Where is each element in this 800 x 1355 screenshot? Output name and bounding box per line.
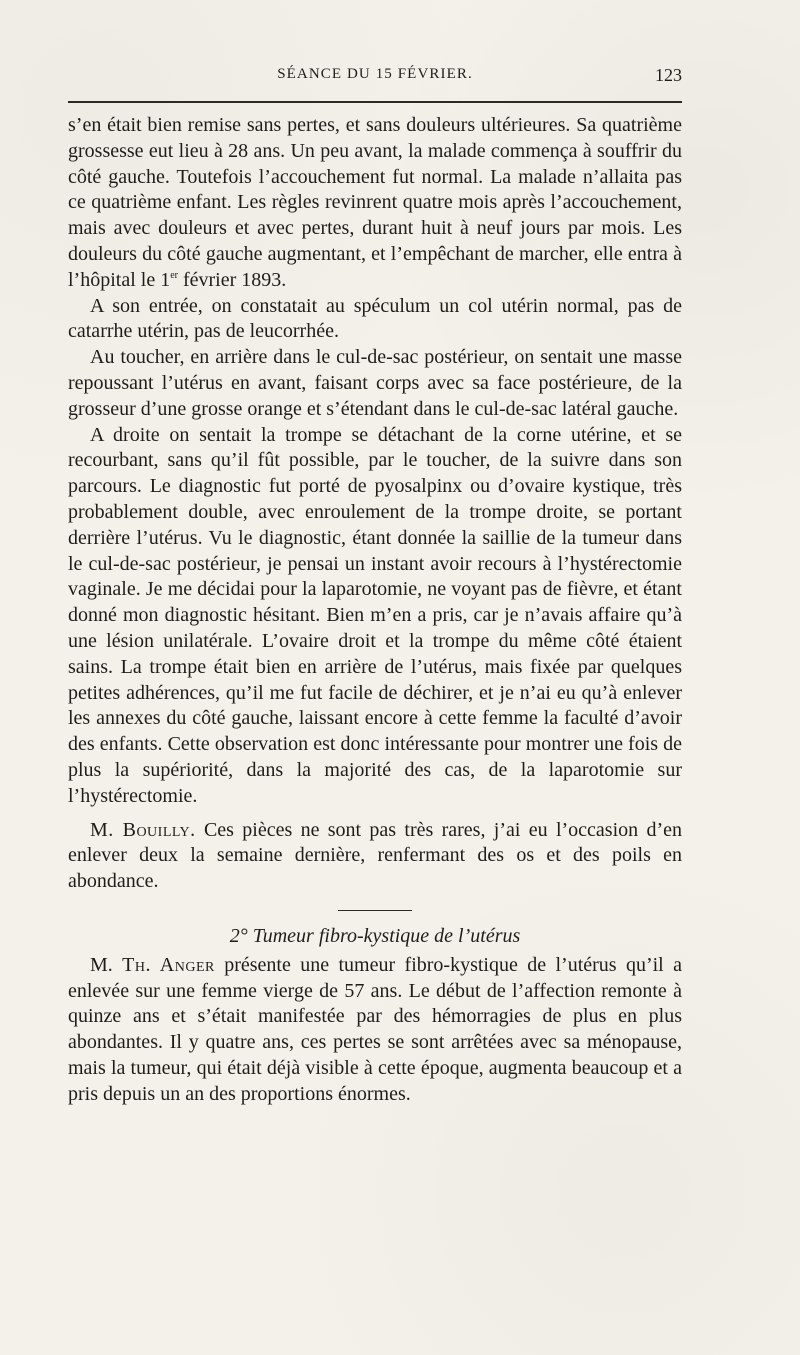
ordinal-superscript: er <box>170 269 178 281</box>
paragraph-1-part-1: s’en était bien remise sans pertes, et sans douleurs ultérieures. Sa quatrième grossesse eut lieu à 28 ans. Un peu avant, la malade commença à souffrir du côté gauche. Toutefois l’accouchement fut normal. La malade n’allaita pas ce quatrième enfant. Les règles revinrent quatre mois après l’accouchement, mais avec douleurs et avec pertes, durant huit à neuf jours par mois. Les douleurs du côté gauche augmentant, et l’empêchant de marcher, elle entra à l’hôpital le 1 <box>68 114 682 291</box>
speaker-prefix: M. <box>90 953 123 976</box>
header-divider <box>68 101 682 103</box>
paragraph-1 <box>68 113 682 294</box>
paragraph-2: A son entrée, on constatait au spéculum un col utérin normal, pas de catarrhe utérin, pas de leucorrhée. <box>68 294 682 343</box>
paragraph-3: Au toucher, en arrière dans le cul-de-sac postérieur, on sentait une masse repoussant l’utérus en avant, faisant corps avec sa face postérieure, de la grosseur d’une grosse orange et s’étendant dans le cul-de-sac latéral gauche. <box>68 346 682 420</box>
page-header <box>68 65 682 89</box>
paragraph-6-text: présente une tumeur fibro-kystique de l’utérus qu’il a enlevée sur une femme vierge de 57 ans. Le début de l’affection remonte à quinze ans et s’était manifestée par des hémorragies de plus en plus abondantes. Il y quatre ans, ces pertes se sont arrêtées avec sa ménopause, mais la tumeur, qui était déjà visible à cette époque, augmenta beaucoup et a pris depuis un an des proportions énormes. <box>68 953 682 1105</box>
running-header-title: SÉANCE DU 15 FÉVRIER. <box>277 66 473 82</box>
section-divider <box>338 910 412 911</box>
paragraph-6 <box>68 953 682 1108</box>
paragraph-1-part-3: février 1893. <box>177 268 287 291</box>
paragraph-gap <box>68 810 682 818</box>
page-number: 123 <box>655 65 682 85</box>
section-title: 2° Tumeur fibro-kystique de l’utérus <box>229 924 521 947</box>
document-body <box>68 113 682 1107</box>
paragraph-5 <box>68 818 682 895</box>
paragraph-5-text: Ces pièces ne sont pas très rares, j’ai eu l’occasion d’en enlever deux la semaine dernière, renfermant des os et des poils en abondance. <box>68 818 682 893</box>
speaker-bouilly: M. Bouilly. <box>90 818 196 841</box>
speaker-anger: Th. Anger <box>122 953 215 976</box>
paragraph-4: A droite on sentait la trompe se détachant de la corne utérine, et se recourbant, sans qu’il fût possible, par le toucher, de la suivre dans son parcours. Le diagnostic fut porté de pyosalpinx ou d’ovaire kystique, très probablement double, avec enroulement de la trompe droite, se portant derrière l’utérus. Vu le diagnostic, étant donnée la saillie de la tumeur dans le cul-de-sac postérieur, je pensai un instant avoir recours à l’hystérectomie vaginale. Je me décidai pour la laparotomie, ne voyant pas de fièvre, et étant donné mon diagnostic hésitant. Bien m’en a pris, car je n’avais affaire qu’à une lésion unilatérale. L’ovaire droit et la trompe du même côté étaient sains. La trompe était bien en arrière de l’utérus, mais fixée par quelques petites adhérences, qu’il me fut facile de déchirer, et je n’ai eu qu’à enlever les annexes du côté gauche, laissant encore à cette femme la faculté d’avoir des enfants. Cette observation est donc intéressante pour montrer une fois de plus la supériorité, dans la majorité des cas, de la laparotomie sur l’hystérectomie. <box>68 423 682 807</box>
